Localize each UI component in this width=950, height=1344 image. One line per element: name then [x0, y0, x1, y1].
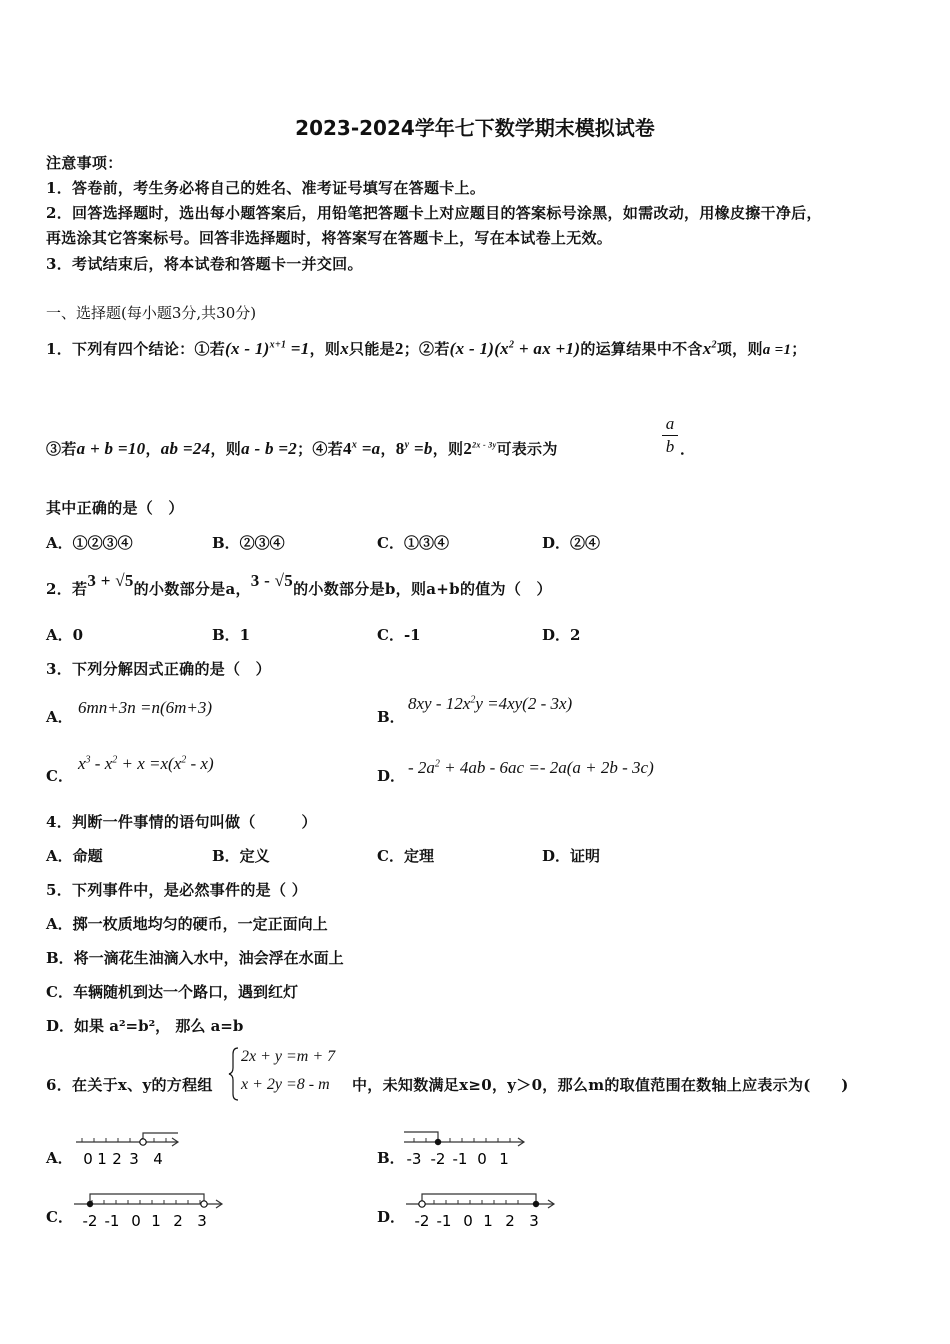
tick-label: 2 [173, 1212, 183, 1230]
q1-math: $(x - 1)(x^2$ + ax +1) [449, 339, 581, 358]
q1-fraction [662, 414, 678, 457]
q3-option-b[interactable]: $8xy - 12x^2y =4xy(2 - 3x)$ [408, 694, 573, 713]
q1-math: $x^2$ [702, 339, 717, 358]
q6-option-c-label[interactable]: C． [46, 1208, 73, 1226]
q1-text: ；②若 [403, 340, 450, 358]
q2-option-b[interactable]: B．1 [212, 626, 251, 644]
tick-label: -1 [104, 1212, 120, 1230]
q1-math: a =1 [762, 342, 792, 358]
tick-label: 0 [83, 1150, 93, 1168]
q6-option-a-label[interactable]: A． [46, 1149, 73, 1167]
q6-number-line-c[interactable] [72, 1190, 228, 1232]
tick-label: 2 [505, 1212, 515, 1230]
tick-label: 0 [477, 1150, 487, 1168]
open-point [201, 1201, 207, 1207]
q2-math: 3 + √5 [87, 571, 134, 590]
notice-heading: 注意事项： [46, 154, 123, 172]
q5-option-a[interactable]: A．掷一枚质地均匀的硬币，一定正面向上 [46, 915, 328, 933]
q6-stem-tail: 中，未知数满足x≥0，y＞0，那么m的取值范围在数轴上应表示为( ) [352, 1076, 849, 1094]
q4-stem: 4．判断一件事情的语句叫做（ ） [46, 813, 317, 831]
open-point [419, 1201, 425, 1207]
q1-text: ，则 [309, 340, 341, 358]
q1-line-2: ③若a + b =10，ab =24，则a - b =2；④若$4^x =a$，$8^y =b$，则$2^{2x - 3y}$可表示为 [46, 439, 558, 458]
closed-point [435, 1139, 441, 1145]
brace-icon [228, 1046, 240, 1102]
tick-label: 1 [151, 1212, 161, 1230]
q3-option-d-label[interactable]: D． [377, 767, 406, 785]
q6-number-line-d[interactable] [404, 1190, 560, 1232]
q1-prompt: 其中正确的是（ ） [46, 499, 184, 517]
q4-option-d[interactable]: D．证明 [542, 847, 601, 865]
q2-stem: 2．若3 + √5的小数部分是a，3 - √5的小数部分是b，则a+b的值为（ ） [46, 571, 552, 598]
q6-stem-lead: 6．在关于x、y的方程组 [46, 1076, 213, 1094]
closed-point [533, 1201, 539, 1207]
tick-label: 1 [97, 1150, 107, 1168]
tick-label: 0 [463, 1212, 473, 1230]
q1-math: x [340, 339, 350, 358]
q3-option-d[interactable]: - $2a^2 + 4ab - 6ac =- 2a(a + 2b - 3c)$ [408, 758, 654, 777]
q1-text: 1．下列有四个结论：①若 [46, 340, 226, 358]
q6-number-line-b[interactable] [400, 1128, 530, 1170]
q4-option-b[interactable]: B．定义 [212, 847, 270, 865]
tick-label: -1 [452, 1150, 468, 1168]
q1-text: 项，则 [716, 340, 763, 358]
tick-label: -2 [414, 1212, 430, 1230]
q3-option-a-label[interactable]: A． [46, 708, 73, 726]
q2-option-a[interactable]: A．0 [46, 626, 84, 644]
q1-text: ； [791, 340, 807, 358]
tick-label: 2 [112, 1150, 122, 1168]
q3-option-c-label[interactable]: C． [46, 767, 73, 785]
section-heading: 一、选择题(每小题3分,共30分) [46, 304, 257, 322]
q6-option-b-label[interactable]: B． [377, 1149, 405, 1167]
q4-option-a[interactable]: A．命题 [46, 847, 103, 865]
notice-item-1: 1．答卷前，考生务必将自己的姓名、准考证号填写在答题卡上。 [46, 179, 486, 197]
q5-stem: 5．下列事件中，是必然事件的是（ ） [46, 881, 308, 899]
q5-option-d[interactable]: D．如果 a²=b²， 那么 a=b [46, 1017, 244, 1035]
tick-label: 0 [131, 1212, 141, 1230]
q2-math: 3 - √5 [250, 571, 294, 590]
tick-label: -1 [436, 1212, 452, 1230]
q1-text: 只能是 [349, 340, 395, 358]
q1-option-a[interactable]: A．①②③④ [46, 534, 133, 552]
q1-option-c[interactable]: C．①③④ [377, 534, 449, 552]
tick-label: 1 [499, 1150, 509, 1168]
q5-option-b[interactable]: B．将一滴花生油滴入水中，油会浮在水面上 [46, 949, 344, 967]
q2-option-d[interactable]: D．2 [542, 626, 581, 644]
tick-label: 3 [129, 1150, 139, 1168]
q1-option-b[interactable]: B．②③④ [212, 534, 285, 552]
tick-label: 4 [153, 1150, 163, 1168]
fraction-numerator: a [665, 414, 675, 433]
tick-label: -2 [82, 1212, 98, 1230]
q5-option-c[interactable]: C．车辆随机到达一个路口，遇到红灯 [46, 983, 298, 1001]
open-point [140, 1139, 146, 1145]
tick-label: 1 [483, 1212, 493, 1230]
tick-label: 3 [529, 1212, 539, 1230]
q1-text: 的运算结果中不含 [580, 340, 703, 358]
notice-item-2-cont: 再选涂其它答案标号。回答非选择题时，将答案写在答题卡上，写在本试卷上无效。 [46, 229, 613, 247]
q6-equation-system [228, 1046, 354, 1102]
q1-line-1 [46, 338, 807, 359]
q1-option-d[interactable]: D．②④ [542, 534, 601, 552]
q3-option-c[interactable]: $x^3 - x^2 + x =x(x^2 - x)$ [78, 754, 214, 773]
fraction-denominator: b [665, 437, 675, 456]
q1-period: ． [680, 440, 696, 458]
q2-option-c[interactable]: C．-1 [377, 626, 421, 644]
notice-item-2: 2．回答选择题时，选出每小题答案后，用铅笔把答题卡上对应题目的答案标号涂黑，如需改动，用橡皮擦干净后， [46, 204, 822, 222]
q1-math: 2 [394, 339, 404, 358]
q4-option-c[interactable]: C．定理 [377, 847, 434, 865]
q1-math: (x - 1)$^{x+1}$ =1 [225, 339, 310, 358]
notice-item-3: 3．考试结束后，将本试卷和答题卡一并交回。 [46, 255, 363, 273]
closed-point [87, 1201, 93, 1207]
q3-stem: 3．下列分解因式正确的是（ ） [46, 660, 271, 678]
q3-option-b-label[interactable]: B． [377, 708, 405, 726]
q6-equation-1: 2x + y =m + 7 [241, 1048, 336, 1065]
q6-equation-2: x + 2y =8 - m [241, 1076, 330, 1093]
q3-option-a[interactable]: 6mn+3n =n(6m+3) [78, 698, 213, 717]
q6-number-line-a[interactable] [74, 1128, 184, 1170]
tick-label: -2 [430, 1150, 446, 1168]
tick-label: -3 [406, 1150, 422, 1168]
q6-option-d-label[interactable]: D． [377, 1208, 406, 1226]
tick-label: 3 [197, 1212, 207, 1230]
page-title: 2023-2024学年七下数学期末模拟试卷 [295, 116, 655, 140]
